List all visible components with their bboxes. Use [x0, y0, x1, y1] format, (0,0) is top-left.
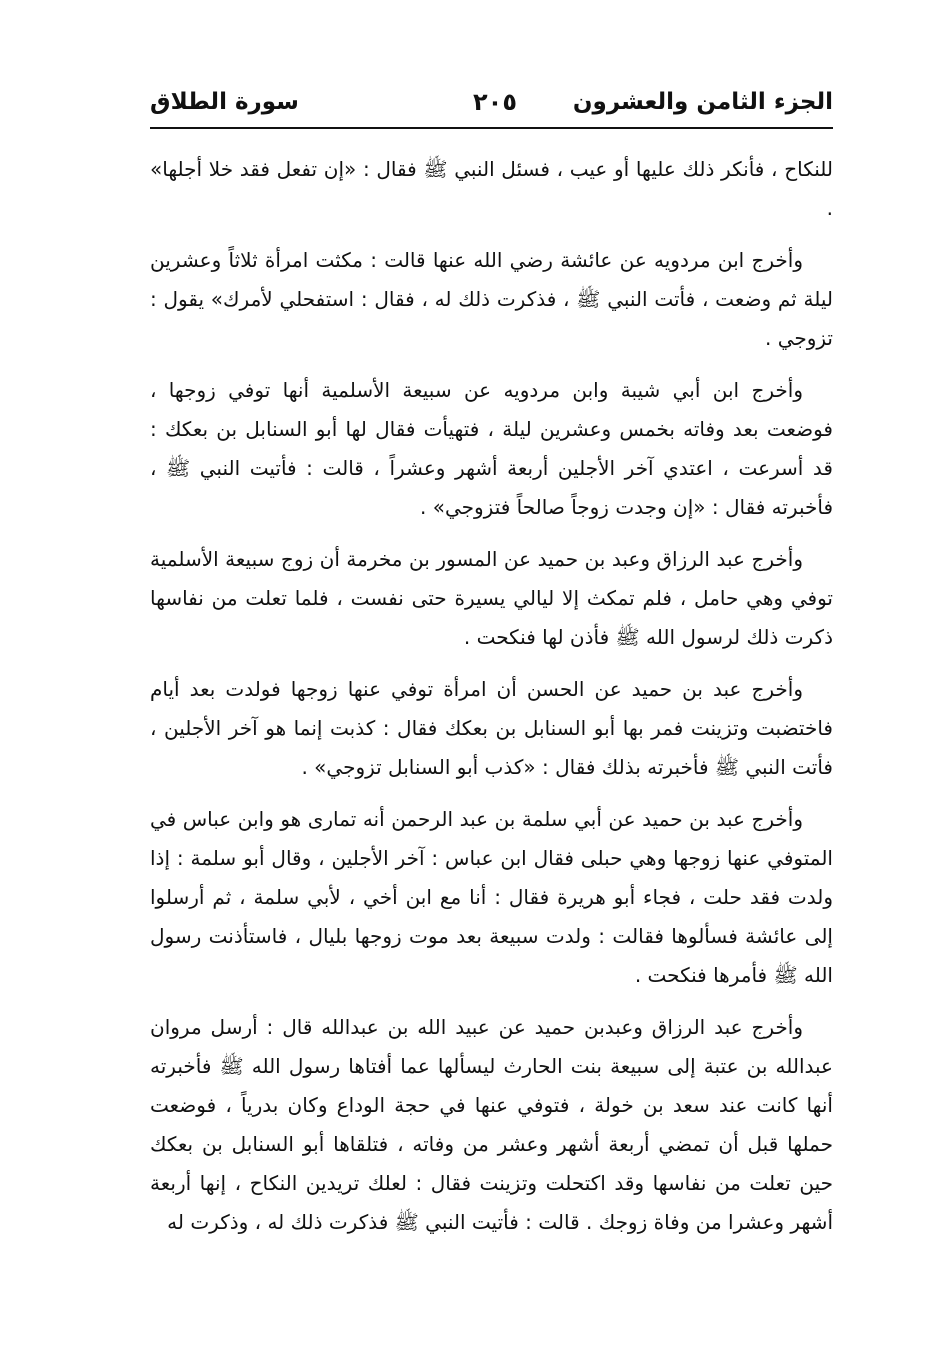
- paragraph: للنكاح ، فأنكر ذلك عليها أو عيب ، فسئل النبي ﷺ فقال : «إن تفعل فقد خلا أجلها» .: [150, 157, 833, 220]
- paragraph: وأخرج ابن أبي شيبة وابن مردويه عن سبيعة الأسلمية أنها توفي زوجها ، فوضعت بعد وفاته بخمس وعشرين ليلة ، فتهيأت فقال لها أبو السنابل بن بعكك : قد أسرعت ، اعتدي آخر الأجلين أربعة أشهر وعشراً ، قالت : فأتيت النبي ﷺ ، فأخبرته فقال : «إن وجدت زوجاً صالحاً فتزوجي» .: [150, 378, 833, 519]
- body-text: [150, 150, 833, 1255]
- paragraph: وأخرج عبد الرزاق وعبدبن حميد عن عبيد الله بن عبدالله قال : أرسل مروان عبدالله بن عتبة إلى سبيعة بنت الحارث ليسألها عما أفتاها رسول الله ﷺ فأخبرته أنها كانت عند سعد بن خولة ، فتوفي عنها في حجة الوداع وكان بدرياً ، فوضعت حملها قبل أن تمضي أربعة أشهر وعشر من وفاته ، فتلقاها أبو السنابل بن بعكك حين تعلت من نفاسها وقد اكتحلت وتزينت فقال : لعلك تريدين النكاح ، إنها أربعة أشهر وعشرا من وفاة زوجك . قالت : فأتيت النبي ﷺ فذكرت ذلك له ، وذكرت له: [150, 1015, 833, 1234]
- header-divider: [150, 127, 833, 129]
- paragraph: وأخرج عبد بن حميد عن أبي سلمة بن عبد الرحمن أنه تمارى هو وابن عباس في المتوفي عنها زوجها وهي حبلى فقال ابن عباس : آخر الأجلين ، وقال أبو سلمة : إذا ولدت فقد حلت ، فجاء أبو هريرة فقال : أنا مع ابن أخي ، لأبي سلمة ، ثم أرسلوا إلى عائشة فسألوها فقالت : ولدت سبيعة بعد موت زوجها بليال ، فاستأذنت رسول الله ﷺ فأمرها فنكحت .: [150, 807, 833, 987]
- paragraph: وأخرج عبد بن حميد عن الحسن أن امرأة توفي عنها زوجها فولدت بعد أيام فاختضبت وتزينت فمر بها أبو السنابل بن بعكك فقال : كذبت إنما هو آخر الأجلين ، فأتت النبي ﷺ فأخبرته بذلك فقال : «كذب أبو السنابل تزوجي» .: [150, 677, 833, 779]
- paragraph: وأخرج ابن مردويه عن عائشة رضي الله عنها قالت : مكثت امرأة ثلاثاً وعشرين ليلة ثم وضعت ، فأتت النبي ﷺ ، فذكرت ذلك له ، فقال : استفحلي لأمرك» يقول : تزوجي .: [150, 248, 833, 350]
- surah-title: سورة الطلاق: [150, 89, 299, 115]
- page-number: ٢٠٥: [473, 88, 517, 116]
- paragraph: وأخرج عبد الرزاق وعبد بن حميد عن المسور بن مخرمة أن زوج سبيعة الأسلمية توفي وهي حامل ، فلم تمكث إلا ليالي يسيرة حتى نفست ، فلما تعلت من نفاسها ذكرت ذلك لرسول الله ﷺ فأذن لها فنكحت .: [150, 547, 833, 649]
- part-title: الجزء الثامن والعشرون: [572, 89, 833, 115]
- running-header: [150, 82, 833, 122]
